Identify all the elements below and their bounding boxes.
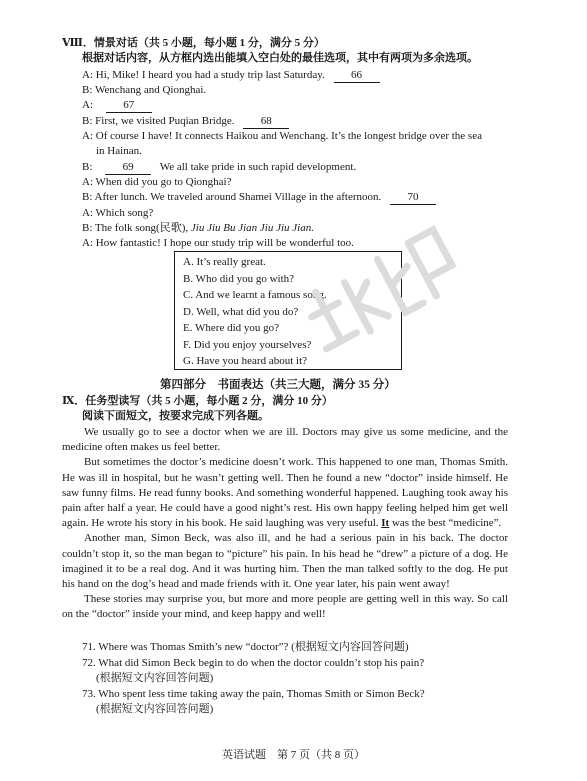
- question-72: 72. What did Simon Beck begin to do when the doctor couldn’t stop his pain?: [82, 657, 425, 669]
- dialogue-line-5a: A: Of course I have! It connects Haikou and Wenchang. It’s the longest bridge over the sea: [82, 130, 482, 142]
- option-e: E. Where did you go?: [183, 322, 280, 334]
- option-a: A. It’s really great.: [183, 256, 266, 268]
- passage-paragraph-2: [62, 455, 508, 531]
- dialogue-text: B: The folk song(民歌),: [82, 222, 191, 234]
- dialogue-line-9: A: Which song?: [82, 207, 154, 219]
- dialogue-line-1: [82, 68, 380, 83]
- dialogue-line-2: B: Wenchang and Qionghai.: [82, 84, 207, 96]
- dialogue-line-4: [82, 114, 289, 129]
- dialogue-speaker: A:: [82, 99, 93, 111]
- option-f: F. Did you enjoy yourselves?: [183, 338, 312, 351]
- blank-70[interactable]: 70: [390, 191, 436, 205]
- dialogue-text: We all take pride in such rapid development.: [159, 161, 357, 173]
- section-9-instruction: 阅读下面短文，按要求完成下列各题。: [82, 410, 269, 422]
- dialogue-text: B: After lunch. We traveled around Shamei Village in the afternoon.: [82, 191, 382, 203]
- dialogue-line-7: A: When did you go to Qionghai?: [82, 176, 232, 188]
- dialogue-text: B: First, we visited Puqian Bridge.: [82, 115, 235, 127]
- question-71: 71. Where was Thomas Smith’s new “doctor”? (根据短文内容回答问题): [82, 641, 409, 653]
- blank-66[interactable]: 66: [334, 69, 380, 83]
- part-4-heading: 第四部分 书面表达（共三大题，满分 35 分）: [160, 379, 396, 391]
- passage-text: was the best “medicine”.: [389, 517, 502, 530]
- option-d: D. Well, what did you do?: [183, 305, 299, 318]
- passage-text: But sometimes the doctor’s medicine doesn’t work. This happened to one man, Thomas Smith. He was ill in hospital, but he wasn’t getting well. Then he found a new “doctor” inside himself. He saw funny films. He read funny books. And something wonderful happened. Laughing took away his pain after half a year. He could have a good night’s rest. His own happy feeling helped him get well again. He wrote his story in his book. He said laughing was very useful.: [62, 456, 508, 530]
- section-8-instruction: 根据对话内容，从方框内选出能填入空白处的最佳选项，其中有两项为多余选项。: [82, 52, 478, 64]
- blank-68[interactable]: 68: [243, 115, 289, 129]
- dialogue-line-3: [82, 98, 152, 113]
- passage-paragraph-4: These stories may surprise you, but more and more people are getting well in this way. So call on the “doctor” inside your mind, and keep happy and well!: [62, 593, 508, 621]
- question-73-note: (根据短文内容回答问题): [96, 703, 214, 715]
- dialogue-text: A: Hi, Mike! I heard you had a study trip last Saturday.: [82, 69, 325, 81]
- options-box: [174, 251, 402, 370]
- dialogue-line-11: A: How fantastic! I hope our study trip will be wonderful too.: [82, 237, 354, 249]
- option-b: B. Who did you go with?: [183, 272, 295, 285]
- blank-69[interactable]: 69: [105, 161, 151, 175]
- passage-paragraph-3: Another man, Simon Beck, was also ill, and he had a serious pain in his back. The doctor couldn’t stop it, so the man began to “picture” his pain. In his head he “drew” a picture of a dog. He imagined it to be a real dog. And it was hurting him. Then the man talked softly to the dog. He put his hand on the dog’s head and made friends with it. One year later, his pain went away!: [62, 532, 508, 591]
- section-8-heading: Ⅷ．情景对话（共 5 小题，每小题 1 分，满分 5 分）: [62, 37, 325, 49]
- dialogue-line-5b: in Hainan.: [96, 145, 142, 157]
- dialogue-line-10: [82, 221, 314, 236]
- section-9-heading: Ⅸ．任务型读写（共 5 小题，每小题 2 分，满分 10 分）: [62, 395, 333, 407]
- underlined-word: It: [381, 517, 390, 530]
- question-73: 73. Who spent less time taking away the pain, Thomas Smith or Simon Beck?: [82, 688, 425, 700]
- dialogue-line-8: [82, 190, 436, 205]
- passage: [62, 425, 508, 623]
- passage-paragraph-1: We usually go to see a doctor when we are ill. Doctors may give us some medicine, and the medicine often makes us feel better.: [62, 426, 508, 454]
- blank-67[interactable]: 67: [106, 99, 152, 113]
- option-g: G. Have you heard about it?: [183, 355, 308, 367]
- dialogue-line-6: [82, 160, 356, 175]
- dialogue-speaker: B:: [82, 161, 93, 173]
- option-c: C. And we learnt a famous song.: [183, 289, 327, 301]
- question-72-note: (根据短文内容回答问题): [96, 672, 214, 684]
- song-title: Jiu Jiu Bu Jian Jiu Jiu Jian.: [190, 222, 314, 234]
- page-footer: 英语试题 第 7 页（共 8 页）: [222, 749, 365, 761]
